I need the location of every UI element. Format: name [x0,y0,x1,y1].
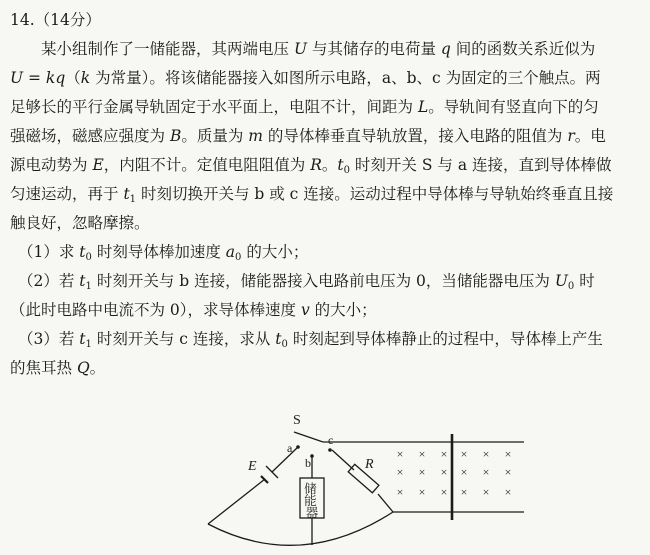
field-cross: × [418,447,426,461]
wire-e-left [208,479,265,524]
label-a: a [287,441,293,455]
stem-line-2: U = kq（k 为常量）。将该储能器接入如图所示电路，a、b、c 为固定的三个触点。两 [10,69,601,87]
switch-blade [294,432,323,442]
contact-c [328,448,332,452]
subquestion-2-line-1: （2）若 $t_1$ 时刻开关与 b 连接，储能器接入电路前电压为 0，当储能器电压为 $U_0$ 时 [18,272,595,292]
field-cross: × [418,465,426,479]
magnetic-field-symbols [397,447,512,499]
question-number: 14.（14分） [10,11,101,29]
field-cross: × [396,465,404,479]
stem-line-7: 触良好，忽略摩擦。 [10,214,150,232]
label-storage [304,481,320,520]
circuit-svg [190,412,530,552]
label-b: b [305,456,311,470]
stem-line-5: 源电动势为 E，内阻不计。定值电阻阻值为 R。$t_0$ 时刻开关 S 与 a 连接，直到导体棒做 [10,156,612,176]
label-storage-char-1: 储 [304,482,317,496]
question-header [10,6,642,35]
question-text [10,6,642,383]
field-cross: × [440,465,448,479]
stem-line-6: 匀速运动，再于 $t_1$ 时刻切换开关与 b 或 c 连接。运动过程中导体棒与导轨始终垂直且接 [10,185,614,205]
subquestion-3-line-1: （3）若 $t_1$ 时刻开关与 c 连接，求从 $t_0$ 时刻起到导体棒静止的过程中，导体棒上产生 [18,330,603,350]
label-storage-char-2: 能 [304,494,317,508]
subquestion-3-line-2: 的焦耳热 Q。 [10,359,106,377]
wire-a [272,447,298,472]
field-cross: × [504,465,512,479]
field-cross: × [504,447,512,461]
field-cross: × [396,485,404,499]
label-c: c [328,433,334,447]
field-cross: × [440,447,448,461]
field-cross: × [482,485,490,499]
label-emf: E [248,459,257,474]
field-cross: × [460,447,468,461]
subquestion-2-line-2: （此时电路中电流不为 0），求导体棒速度 v 的大小； [10,301,377,319]
field-cross: × [504,485,512,499]
stem-line-4: 强磁场，磁感应强度为 B。质量为 m 的导体棒垂直导轨放置，接入电路的阻值为 r。电 [10,127,606,145]
stem-line-1: 某小组制作了一储能器，其两端电压 U 与其储存的电荷量 q 间的函数关系近似为 [41,40,596,58]
subquestion-1: （1）求 $t_0$ 时刻导体棒加速度 $a_0$ 的大小； [18,243,309,263]
label-switch: S [293,413,301,428]
field-cross: × [418,485,426,499]
wire-c-top [332,450,354,470]
field-cross: × [396,447,404,461]
field-cross: × [460,485,468,499]
label-storage-char-3: 器 [305,506,319,520]
field-cross: × [482,447,490,461]
field-cross: × [482,465,490,479]
label-resistor: R [365,457,374,472]
field-cross: × [460,465,468,479]
stem-line-3: 足够长的平行金属导轨固定于水平面上，电阻不计，间距为 L。导轨间有竖直向下的匀 [10,98,599,116]
field-cross: × [440,485,448,499]
wire-r-bottom [378,494,393,512]
circuit-diagram [190,412,530,552]
contact-a [296,445,300,449]
